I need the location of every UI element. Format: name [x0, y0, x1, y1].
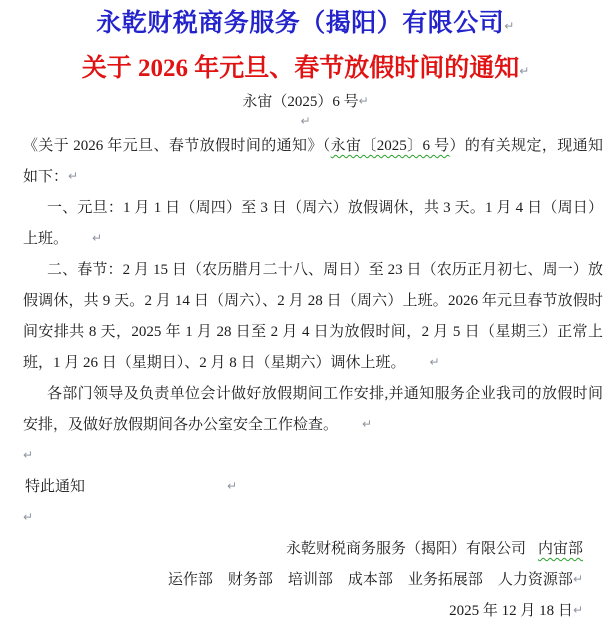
paragraph-mark-icon: ↵ [504, 19, 515, 33]
paragraph-mark-icon: ↵ [68, 169, 79, 183]
empty-paragraph [0, 503, 611, 534]
new-year-paragraph [23, 193, 603, 255]
issuing-department: 内宙部 [537, 541, 583, 557]
intro-text-after: ）的有关规定，现通知如下： [23, 138, 603, 185]
company-title-line [0, 0, 611, 44]
spring-festival-text: 二、春节：2 月 15 日（农历腊月二十八、周日）至 23 日（农历正月初七、周一）放假调休，共 9 天。2 月 14 日（周六）、2 月 28 日（周六）上班。2026 年元旦春节放假时间安排共 8 天，2025 年 1 月 28 日至 2 月 4 日为放假时间，2 月 5 日（星期三）正常上班，1 月 26 日（星期日）、2 月 8 日（星期六）调休上班。 [23, 262, 603, 371]
paragraph-mark-icon: ↵ [362, 417, 373, 431]
departments-list: 运作部 财务部 培训部 成本部 业务拓展部 人力资源部 [167, 572, 573, 588]
document-number-line [0, 91, 611, 113]
signature-departments-line [0, 565, 583, 596]
notice-title: 关于 2026 年元旦、春节放假时间的通知 [81, 55, 520, 82]
signature-date: 2025 年 12 月 18 日 [449, 603, 573, 619]
paragraph-mark-icon: ↵ [519, 64, 530, 78]
intro-doc-number: 永宙〔2025〕6 号 [330, 138, 450, 154]
paragraph-mark-icon: ↵ [572, 572, 583, 586]
company-title: 永乾财税商务服务（揭阳）有限公司 [96, 10, 505, 37]
paragraph-mark-icon: ↵ [227, 479, 238, 493]
paragraph-mark-icon: ↵ [23, 510, 34, 524]
paragraph-mark-icon: ↵ [572, 603, 583, 617]
arrangement-paragraph [23, 379, 603, 441]
paragraph-mark-icon: ↵ [92, 231, 103, 245]
paragraph-mark-icon: ↵ [358, 94, 369, 108]
signature-company-line [0, 534, 583, 565]
arrangement-text: 各部门领导及负责单位会计做好放假期间工作安排,并通知服务企业我司的放假时间安排，及做好放假期间各办公室安全工作检查。 [23, 386, 603, 433]
signature-date-line [0, 596, 583, 627]
spring-festival-paragraph [23, 255, 603, 379]
closing-text: 特此通知 [25, 479, 86, 495]
notice-body [0, 131, 611, 441]
new-year-text: 一、元旦：1 月 1 日（周四）至 3 日（周六）放假调休，共 3 天。1 月 4 日（周日）上班。 [23, 200, 603, 247]
paragraph-mark-icon: ↵ [23, 448, 34, 462]
signature-company: 永乾财税商务服务（揭阳）有限公司 [285, 541, 526, 557]
paragraph-mark-icon: ↵ [300, 114, 311, 128]
closing-line [0, 472, 611, 503]
intro-text-before: 《关于 2026 年元旦、春节放假时间的通知》（ [23, 138, 331, 154]
document-number: 永宙（2025）6 号 [242, 94, 359, 110]
paragraph-mark-icon: ↵ [429, 355, 440, 369]
empty-paragraph [0, 441, 611, 472]
notice-title-line [0, 53, 611, 88]
signature-block [0, 534, 611, 627]
intro-paragraph [23, 131, 603, 193]
empty-paragraph [0, 113, 611, 131]
